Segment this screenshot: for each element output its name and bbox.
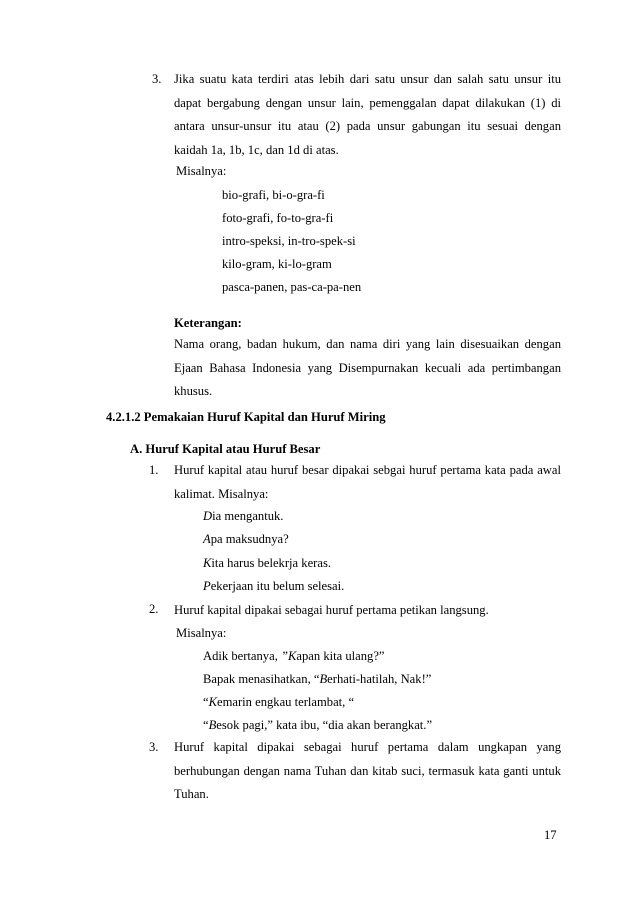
example-line: Bapak menasihatkan, “Berhati-hatilah, Nak!”: [203, 672, 432, 686]
example-line: Adik bertanya, ”Kapan kita ulang?”: [203, 649, 385, 663]
page-number: 17: [544, 828, 557, 842]
rule-number: 3.: [149, 740, 159, 754]
subsection-heading: A. Huruf Kapital atau Huruf Besar: [130, 442, 321, 456]
note-paragraph: Nama orang, badan hukum, dan nama diri yang lain disesuaikan dengan Ejaan Bahasa Indonesia yang Disempurnakan kecuali ada pertimbangan khusus.: [174, 337, 561, 399]
rule-paragraph: Huruf kapital dipakai sebagai huruf pertama petikan langsung.: [174, 603, 489, 617]
example-line: foto-grafi, fo-to-gra-fi: [222, 211, 334, 225]
example-line: “Besok pagi,” kata ibu, “dia akan berangkat.”: [203, 718, 433, 732]
item-number: 3.: [152, 72, 162, 86]
example-line: Kita harus belekrja keras.: [203, 556, 331, 570]
example-line: bio-grafi, bi-o-gra-fi: [222, 188, 325, 202]
example-line: “Kemarin engkau terlambat, “: [203, 695, 355, 709]
rule-number: 2.: [149, 602, 159, 616]
example-line: kilo-gram, ki-lo-gram: [222, 257, 332, 271]
section-heading: 4.2.1.2 Pemakaian Huruf Kapital dan Huruf Miring: [106, 410, 386, 424]
example-line: pasca-panen, pas-ca-pa-nen: [222, 280, 362, 294]
note-heading: Keterangan:: [174, 316, 242, 330]
rule-paragraph: Huruf kapital dipakai sebagai huruf pertama dalam ungkapan yang berhubungan dengan nama Tuhan dan kitab suci, termasuk kata ganti untuk Tuhan.: [174, 740, 561, 802]
example-line: Apa maksudnya?: [203, 532, 289, 546]
rule-paragraph: Huruf kapital atau huruf besar dipakai sebgai huruf pertama kata pada awal kalimat. Misalnya:: [174, 463, 561, 501]
item-paragraph: Jika suatu kata terdiri atas lebih dari satu unsur dan salah satu unsur itu dapat bergabung dengan unsur lain, pemenggalan dapat dilakukan (1) di antara unsur-unsur itu atau (2) pada unsur gabungan itu sesuai dengan kaidah 1a, 1b, 1c, dan 1d di atas.: [174, 72, 561, 157]
example-label: Misalnya:: [176, 164, 227, 178]
rule-number: 1.: [149, 463, 159, 477]
example-line: Dia mengantuk.: [203, 509, 284, 523]
example-label: Misalnya:: [176, 626, 227, 640]
example-line: intro-speksi, in-tro-spek-si: [222, 234, 356, 248]
example-line: Pekerjaan itu belum selesai.: [203, 579, 345, 593]
